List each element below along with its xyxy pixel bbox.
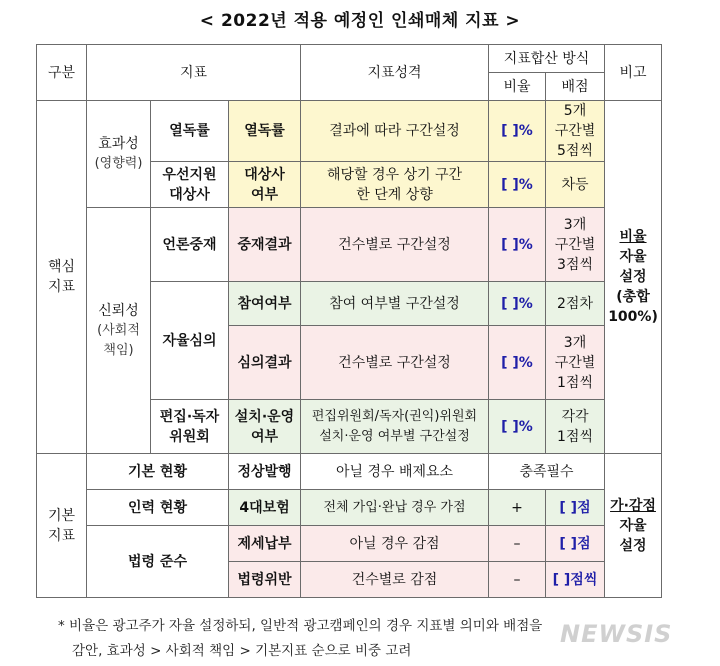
trust-label: 신뢰성 (사회적 책임) bbox=[87, 208, 151, 454]
sub-editorial-committee: 편집·독자 위원회 bbox=[151, 400, 229, 454]
header-method: 지표합산 방식 bbox=[489, 45, 605, 73]
points-participation: 2점차 bbox=[546, 282, 605, 326]
sub-press-arbitration: 언론중재 bbox=[151, 208, 229, 282]
footnote-line-1: * 비율은 광고주가 자율 설정하되, 일반적 광고캠페인의 경우 지표별 의미와 배점을 bbox=[58, 618, 543, 634]
points-committee: 각각 1점씩 bbox=[546, 400, 605, 454]
ratio-tax-payment: – bbox=[489, 526, 546, 562]
watermark-logo: NEWSIS bbox=[560, 620, 673, 648]
ind-review-result: 심의결과 bbox=[229, 326, 301, 400]
basic-note: 가·감점 자율 설정 bbox=[605, 454, 662, 598]
core-label: 핵심 지표 bbox=[37, 101, 87, 454]
core-note: 비율 자율 설정 (총합 100%) bbox=[605, 101, 662, 454]
ind-social-insurance: 4대보험 bbox=[229, 490, 301, 526]
ind-priority-support: 대상사 여부 bbox=[229, 162, 301, 208]
nature-tax-payment: 아닐 경우 감점 bbox=[301, 526, 489, 562]
sub-readership: 열독률 bbox=[151, 101, 229, 162]
nature-priority-support: 해당할 경우 상기 구간 한 단계 상향 bbox=[301, 162, 489, 208]
indicator-table bbox=[36, 44, 662, 598]
ratio-social-insurance: + bbox=[489, 490, 546, 526]
sub-priority-support: 우선지원 대상사 bbox=[151, 162, 229, 208]
header-indicator: 지표 bbox=[87, 45, 301, 101]
header-nature: 지표성격 bbox=[301, 45, 489, 101]
nature-regular-publishing: 아닐 경우 배제요소 bbox=[301, 454, 489, 490]
ind-tax-payment: 제세납부 bbox=[229, 526, 301, 562]
sub-staff-status: 인력 현황 bbox=[87, 490, 229, 526]
nature-review-result: 건수별로 구간설정 bbox=[301, 326, 489, 400]
ratio-participation: [ ]% bbox=[489, 282, 546, 326]
nature-readership: 결과에 따라 구간설정 bbox=[301, 101, 489, 162]
points-law-violation: [ ]점씩 bbox=[546, 562, 605, 598]
points-priority-support: 차등 bbox=[546, 162, 605, 208]
footnote-line-2: 감안, 효과성 > 사회적 책임 > 기본지표 순으로 비중 고려 bbox=[72, 643, 412, 659]
sub-legal-compliance: 법령 준수 bbox=[87, 526, 229, 598]
nature-arbitration: 건수별로 구간설정 bbox=[301, 208, 489, 282]
ratio-review-result: [ ]% bbox=[489, 326, 546, 400]
sub-basic-status: 기본 현황 bbox=[87, 454, 229, 490]
ind-law-violation: 법령위반 bbox=[229, 562, 301, 598]
ind-arbitration-result: 중재결과 bbox=[229, 208, 301, 282]
ratio-committee: [ ]% bbox=[489, 400, 546, 454]
ind-readership: 열독률 bbox=[229, 101, 301, 162]
ratio-priority-support: [ ]% bbox=[489, 162, 546, 208]
effect-label: 효과성 (영향력) bbox=[87, 101, 151, 208]
ratio-law-violation: – bbox=[489, 562, 546, 598]
points-readership: 5개 구간별 5점씩 bbox=[546, 101, 605, 162]
ratio-readership: [ ]% bbox=[489, 101, 546, 162]
nature-committee: 편집위원회/독자(권익)위원회 설치·운영 여부별 구간설정 bbox=[301, 400, 489, 454]
ind-regular-publishing: 정상발행 bbox=[229, 454, 301, 490]
nature-participation: 참여 여부별 구간설정 bbox=[301, 282, 489, 326]
sub-self-review: 자율심의 bbox=[151, 282, 229, 400]
ind-committee-setup: 설치·운영 여부 bbox=[229, 400, 301, 454]
basic-label: 기본 지표 bbox=[37, 454, 87, 598]
header-note: 비고 bbox=[605, 45, 662, 101]
points-arbitration: 3개 구간별 3점씩 bbox=[546, 208, 605, 282]
header-category: 구분 bbox=[37, 45, 87, 101]
method-required: 충족필수 bbox=[489, 454, 605, 490]
points-review-result: 3개 구간별 1점씩 bbox=[546, 326, 605, 400]
nature-law-violation: 건수별로 감점 bbox=[301, 562, 489, 598]
ind-participation: 참여여부 bbox=[229, 282, 301, 326]
header-ratio: 비율 bbox=[489, 73, 546, 101]
ratio-arbitration: [ ]% bbox=[489, 208, 546, 282]
points-tax-payment: [ ]점 bbox=[546, 526, 605, 562]
nature-social-insurance: 전체 가입·완납 경우 가점 bbox=[301, 490, 489, 526]
points-social-insurance: [ ]점 bbox=[546, 490, 605, 526]
page-title: < 2022년 적용 예정인 인쇄매체 지표 > bbox=[199, 11, 521, 31]
header-points: 배점 bbox=[546, 73, 605, 101]
